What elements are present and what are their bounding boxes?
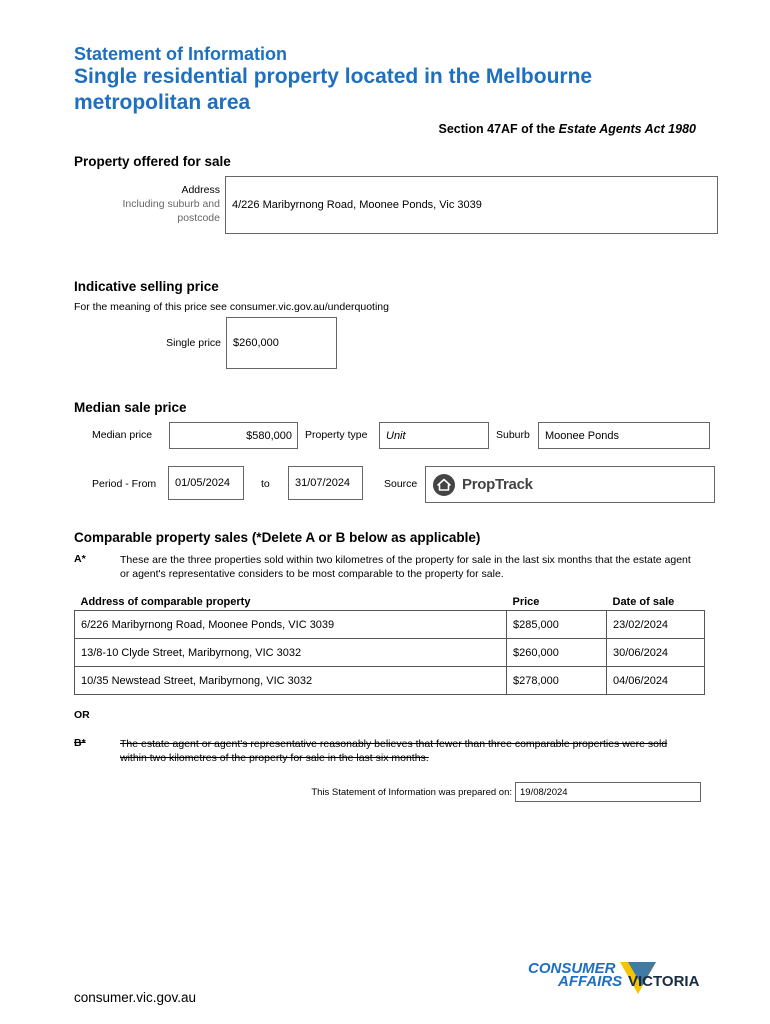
or-label: OR: [74, 709, 90, 721]
document-title: Single residential property located in the Melbourne metropolitan area: [74, 65, 593, 114]
row-price[interactable]: $260,000: [507, 639, 607, 667]
row-address[interactable]: 6/226 Maribyrnong Road, Moonee Ponds, VIC 3039: [75, 611, 507, 639]
table-row: [75, 611, 705, 639]
logo-consumer: CONSUMER: [528, 960, 616, 977]
row-price[interactable]: $285,000: [507, 611, 607, 639]
consumer-affairs-logo: [528, 960, 708, 1010]
indicative-heading: Indicative selling price: [74, 279, 219, 294]
property-type-label: Property type: [305, 429, 368, 441]
single-price-value: $260,000: [233, 337, 279, 349]
property-type-value: Unit: [386, 429, 406, 442]
logo-victoria: VICTORIA: [628, 973, 700, 990]
period-to-label: to: [261, 478, 270, 490]
comparable-table: [74, 594, 705, 695]
act-name: Estate Agents Act 1980: [558, 122, 696, 136]
period-to-field[interactable]: [288, 466, 363, 500]
comparable-heading: Comparable property sales (*Delete A or B below as applicable): [74, 530, 481, 545]
address-label: [90, 183, 220, 225]
median-price-field[interactable]: [169, 422, 298, 449]
period-from-value: 01/05/2024: [175, 477, 231, 489]
option-a-label: A*: [74, 553, 86, 565]
address-label-line-2: Including suburb and: [122, 198, 220, 210]
footer-url[interactable]: consumer.vic.gov.au: [74, 990, 197, 1005]
indicative-note: For the meaning of this price see consumer.vic.gov.au/underquoting: [74, 301, 389, 313]
table-row: [75, 639, 705, 667]
suburb-value: Moonee Ponds: [545, 429, 619, 442]
document-subtitle: Statement of Information: [74, 44, 288, 64]
prepared-label: This Statement of Information was prepared on:: [311, 787, 512, 798]
prepared-date-field[interactable]: [515, 782, 701, 802]
suburb-field[interactable]: [538, 422, 710, 449]
col-date-header: Date of sale: [612, 596, 675, 608]
median-price-value: $580,000: [246, 429, 292, 442]
address-field[interactable]: [225, 176, 718, 234]
row-address[interactable]: 13/8-10 Clyde Street, Maribyrnong, VIC 3032: [75, 639, 507, 667]
section-reference: [439, 122, 697, 136]
section-prefix: Section 47AF of the: [438, 122, 556, 136]
row-date[interactable]: 30/06/2024: [607, 639, 705, 667]
option-b-label: B*: [74, 737, 86, 749]
period-from-label: Period - From: [92, 478, 157, 490]
median-price-label: Median price: [92, 429, 153, 441]
table-header-row: [75, 594, 705, 611]
median-heading: Median sale price: [74, 400, 187, 415]
row-date[interactable]: 04/06/2024: [607, 667, 705, 695]
prepared-date-value: 19/08/2024: [520, 786, 568, 798]
table-row: [75, 667, 705, 695]
period-from-field[interactable]: [168, 466, 244, 500]
single-price-field[interactable]: [226, 317, 337, 369]
option-b-text: The estate agent or agent's representative reasonably believes that fewer than three comparable properties were sold within two kilometres of the property for sale in the last six months.: [120, 738, 668, 764]
row-address[interactable]: 10/35 Newstead Street, Maribyrnong, VIC 3032: [75, 667, 507, 695]
source-value: PropTrack: [462, 476, 533, 493]
source-label: Source: [384, 478, 418, 490]
suburb-label: Suburb: [496, 429, 530, 441]
proptrack-house-icon: [432, 473, 456, 497]
col-price-header: Price: [512, 596, 540, 608]
logo-affairs: AFFAIRS: [558, 973, 623, 990]
address-value: 4/226 Maribyrnong Road, Moonee Ponds, Vic 3039: [232, 199, 482, 211]
period-to-value: 31/07/2024: [295, 477, 351, 489]
row-price[interactable]: $278,000: [507, 667, 607, 695]
property-heading: Property offered for sale: [74, 154, 231, 169]
source-field[interactable]: [425, 466, 715, 503]
single-price-label: Single price: [166, 337, 221, 349]
option-a-text: These are the three properties sold within two kilometres of the property for sale in the last six months that the estate agent or agent's representative considers to be most comparable to the property for sale.: [120, 554, 691, 580]
row-date[interactable]: 23/02/2024: [607, 611, 705, 639]
col-address-header: Address of comparable property: [80, 596, 251, 608]
address-label-line-1: Address: [181, 184, 220, 196]
property-type-field[interactable]: [379, 422, 489, 449]
address-label-line-3: postcode: [177, 212, 220, 224]
